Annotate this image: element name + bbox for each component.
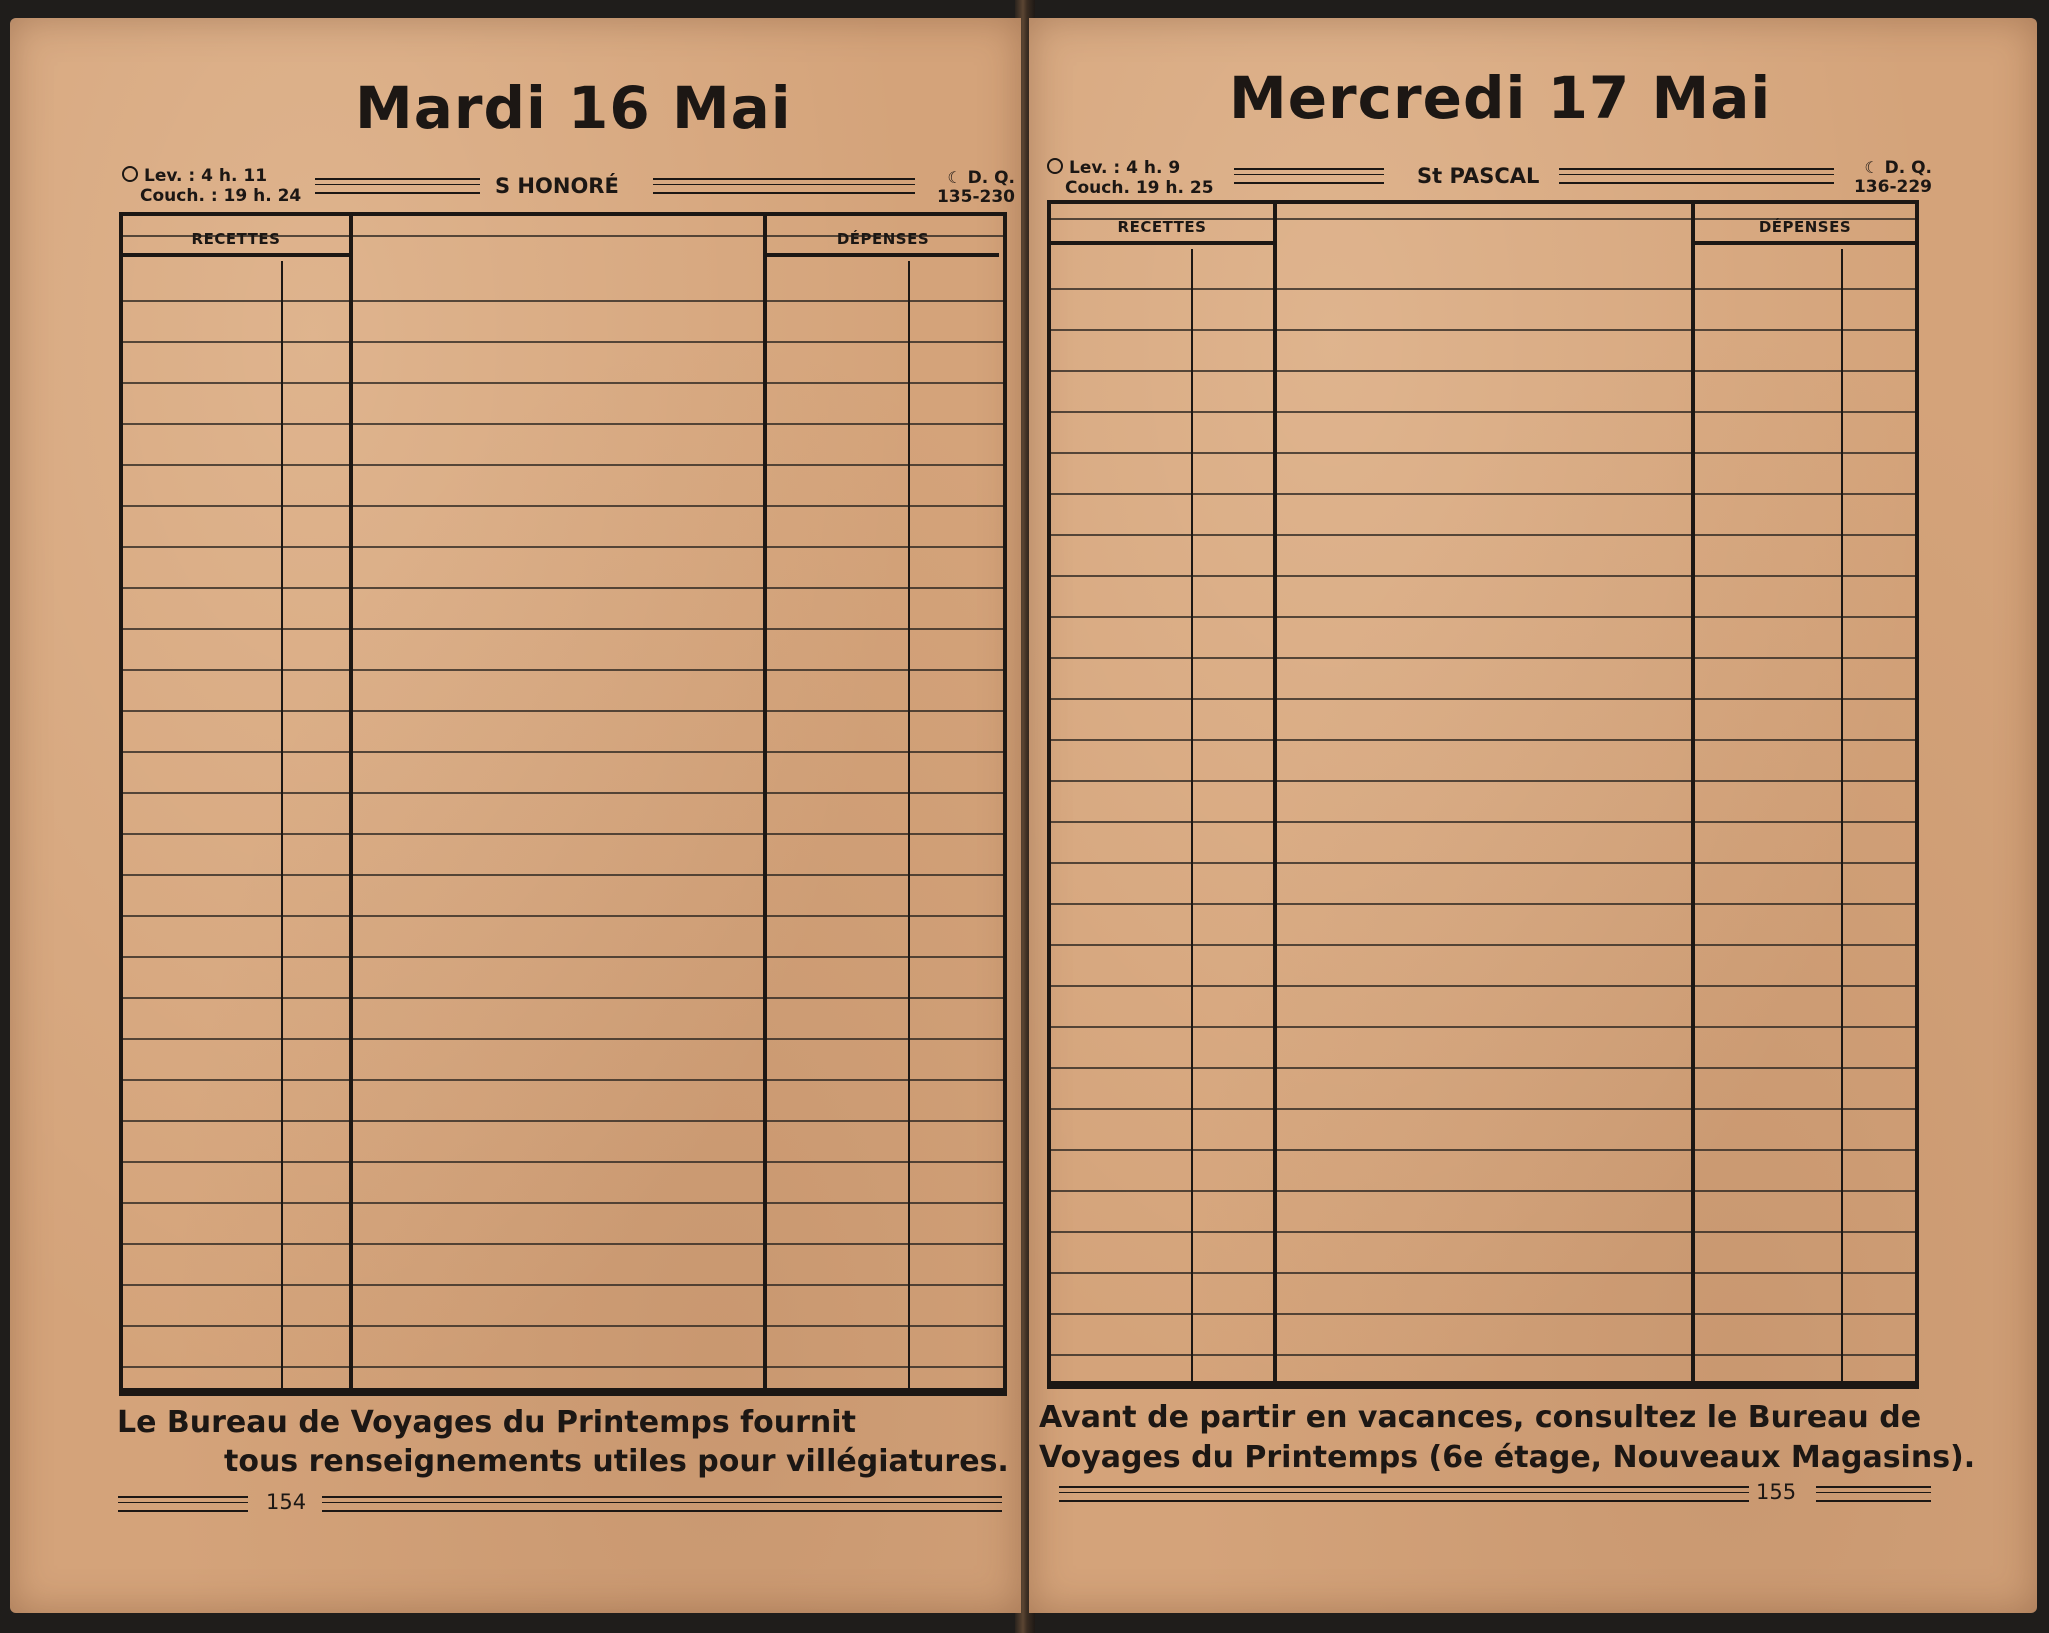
page-number: 154 bbox=[266, 1490, 307, 1514]
moon-phase-info bbox=[930, 168, 1015, 207]
ornament-rule bbox=[1816, 1486, 1931, 1502]
sun-icon bbox=[1047, 158, 1063, 174]
day-numbers: 136-229 bbox=[1853, 177, 1932, 197]
sun-times bbox=[1047, 158, 1214, 198]
left-page bbox=[10, 18, 1021, 1613]
column-divider bbox=[1691, 204, 1695, 1381]
expense-header: DÉPENSES bbox=[836, 230, 930, 248]
cents-divider bbox=[1191, 249, 1193, 1381]
moon-icon: ☾ bbox=[947, 168, 962, 187]
page-title: Mercredi 17 Mai bbox=[1229, 64, 1772, 132]
column-divider bbox=[763, 216, 767, 1388]
page-title: Mardi 16 Mai bbox=[355, 74, 792, 142]
ornament-rule bbox=[322, 1496, 1002, 1512]
cents-divider bbox=[1841, 249, 1843, 1381]
cents-divider bbox=[908, 261, 910, 1388]
right-page bbox=[1029, 18, 2037, 1613]
ornament-rule bbox=[1234, 168, 1384, 184]
sun-times bbox=[122, 166, 301, 206]
column-divider bbox=[1273, 204, 1277, 1381]
cents-divider bbox=[281, 261, 283, 1388]
ornament-rule bbox=[315, 178, 480, 194]
income-header: RECETTES bbox=[191, 230, 281, 248]
header-rule bbox=[767, 253, 999, 257]
day-numbers: 135-230 bbox=[936, 187, 1015, 207]
expense-header: DÉPENSES bbox=[1758, 218, 1852, 236]
footer-line-1: Le Bureau de Voyages du Printemps fournit bbox=[117, 1405, 856, 1440]
sunrise-time: Lev. : 4 h. 9 bbox=[1069, 158, 1181, 178]
moon-phase-info bbox=[1844, 158, 1932, 197]
header-rule bbox=[1695, 241, 1915, 245]
column-divider bbox=[349, 216, 353, 1388]
saint-of-day: St PASCAL bbox=[1417, 164, 1540, 188]
ornament-rule bbox=[118, 1496, 248, 1512]
footer-line-1: Avant de partir en vacances, consultez le Bureau de bbox=[1039, 1400, 1922, 1435]
sun-icon bbox=[122, 166, 138, 182]
ornament-rule bbox=[653, 178, 915, 194]
ledger-table bbox=[119, 212, 1007, 1396]
footer-line-2: tous renseignements utiles pour villégiatures. bbox=[224, 1444, 1009, 1479]
ornament-rule bbox=[1559, 168, 1834, 184]
ornament-rule bbox=[1059, 1486, 1749, 1502]
sunset-time: Couch. : 19 h. 24 bbox=[140, 186, 302, 206]
page-number: 155 bbox=[1756, 1480, 1797, 1504]
moon-icon: ☾ bbox=[1864, 158, 1879, 177]
moon-phase: D. Q. bbox=[967, 168, 1015, 188]
income-header: RECETTES bbox=[1117, 218, 1207, 236]
sunrise-time: Lev. : 4 h. 11 bbox=[144, 166, 268, 186]
ledger-table bbox=[1047, 200, 1919, 1389]
header-rule bbox=[1051, 241, 1277, 245]
sunset-time: Couch. 19 h. 25 bbox=[1065, 178, 1214, 198]
header-rule bbox=[123, 253, 353, 257]
moon-phase: D. Q. bbox=[1884, 158, 1932, 178]
footer-line-2: Voyages du Printemps (6e étage, Nouveaux Magasins). bbox=[1039, 1440, 1976, 1475]
saint-of-day: S HONORÉ bbox=[495, 174, 619, 198]
